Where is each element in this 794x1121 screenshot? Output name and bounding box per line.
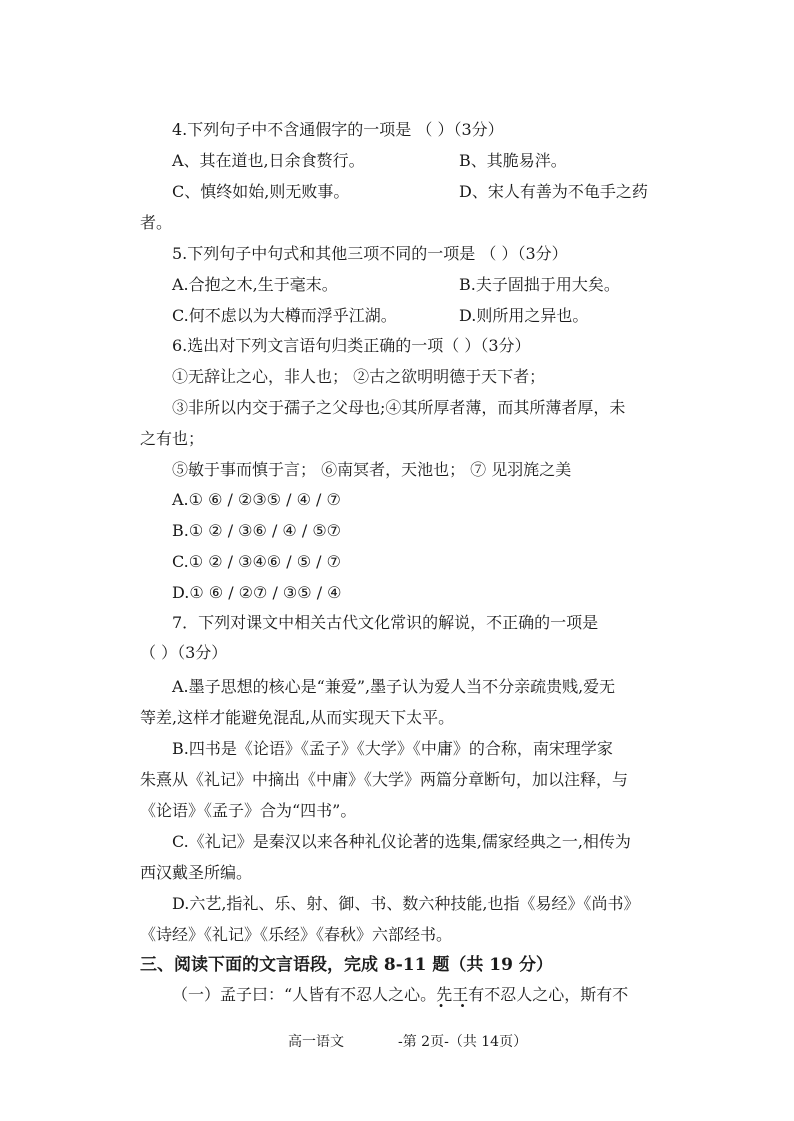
q5-option-d: D.则所用之异也。 <box>459 306 589 325</box>
q6-option-b: B.① ② / ③⑥ / ④ / ⑤⑦ <box>172 521 342 540</box>
q6-sentences-line2: ③非所以内交于孺子之父母也;④其所厚者薄，而其所薄者厚，未 <box>172 398 626 417</box>
q6-sentences-line2-cont: 之有也； <box>140 429 205 448</box>
q7-stem-cont: （ ）（3分） <box>140 643 228 662</box>
q7-option-c-line2: 西汉戴圣所编。 <box>140 863 253 882</box>
q5-stem: 5.下列句子中句式和其他三项不同的一项是 （ ）（3分） <box>172 244 568 263</box>
q7-option-c-line1: C.《礼记》是秦汉以来各种礼仪论著的选集,儒家经典之一,相传为 <box>172 832 631 851</box>
section3-passage-line1 <box>172 985 628 1005</box>
q6-stem: 6.选出对下列文言语句归类正确的一项（ ）（3分） <box>172 336 531 355</box>
q6-option-d: D.① ⑥ / ②⑦ / ③⑤ / ④ <box>172 583 342 602</box>
q7-option-b-line3: 《论语》《孟子》合为“四书”。 <box>140 801 357 820</box>
q6-option-a: A.① ⑥ / ②③⑤ / ④ / ⑦ <box>172 490 341 509</box>
q7-option-d-line1: D.六艺,指礼、乐、射、御、书、数六种技能,也指《易经》《尚书》 <box>172 894 640 913</box>
q6-sentences-line3: ⑤敏于事而慎于言； ⑥南冥者，天池也； ⑦ 见羽旄之美 <box>172 460 572 479</box>
q4-option-c: C、慎终如始,则无败事。 <box>172 182 350 201</box>
q4-option-a: A、其在道也,日余食赘行。 <box>172 151 365 170</box>
q4-stem: 4.下列句子中不含通假字的一项是 （ ）（3分） <box>172 120 504 139</box>
q5-option-b: B.夫子固拙于用大矣。 <box>459 275 620 294</box>
footer-page-number: -第 2页-（共 14页） <box>398 1034 528 1050</box>
passage-text-start: （一）孟子曰：“人皆有不忍人之心。 <box>172 985 437 1004</box>
q4-option-d: D、宋人有善为不龟手之药 <box>459 182 648 201</box>
passage-text-end: 有不忍人之心，斯有不 <box>468 985 629 1004</box>
q5-option-a: A.合抱之木,生于毫末。 <box>172 275 338 294</box>
q6-option-c: C.① ② / ③④⑥ / ⑤ / ⑦ <box>172 552 341 571</box>
q7-option-b-line2: 朱熹从《礼记》中摘出《中庸》《大学》两篇分章断句，加以注释，与 <box>140 770 629 789</box>
q4-option-d-cont: 者。 <box>140 213 173 232</box>
q7-stem: 7．下列对课文中相关古代文化常识的解说，不正确的一项是 <box>172 613 599 632</box>
footer-subject: 高一语文 <box>288 1034 344 1050</box>
q7-option-a-line2: 等差,这样才能避免混乱,从而实现天下太平。 <box>140 708 455 727</box>
q7-option-d-line2: 《诗经》《礼记》《乐经》《春秋》六部经书。 <box>140 925 453 944</box>
emphasized-term: 先王 · · <box>436 985 468 1004</box>
section3-heading: 三、阅读下面的文言语段，完成 8-11 题（共 19 分） <box>140 955 553 975</box>
q4-option-b: B、其脆易泮。 <box>459 151 567 170</box>
q7-option-b-line1: B.四书是《论语》《孟子》《大学》《中庸》的合称，南宋理学家 <box>172 739 613 758</box>
q7-option-a-line1: A.墨子思想的核心是“兼爱”,墨子认为爱人当不分亲疏贵贱,爱无 <box>172 677 616 696</box>
q5-option-c: C.何不虑以为大樽而浮乎江湖。 <box>172 306 397 325</box>
q6-sentences-line1: ①无辞让之心，非人也； ②古之欲明明德于天下者； <box>172 367 546 386</box>
